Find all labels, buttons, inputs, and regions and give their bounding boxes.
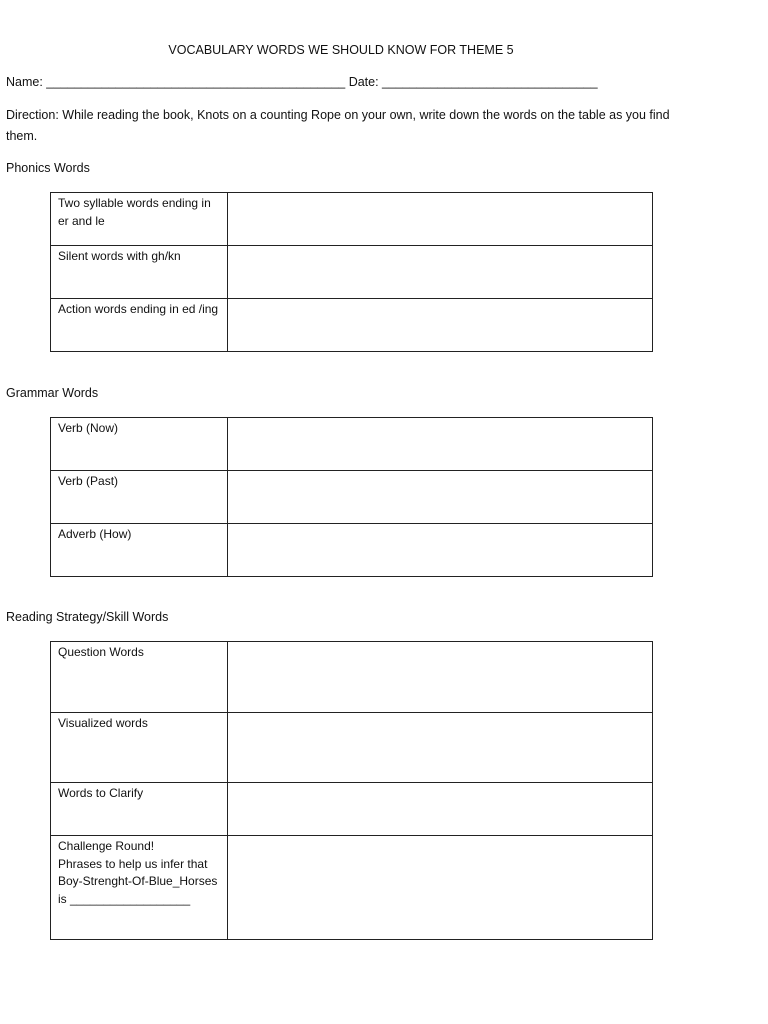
table-row xyxy=(51,418,653,471)
answer-cell xyxy=(228,246,653,299)
table-row xyxy=(51,836,653,940)
row-label: Verb (Past) xyxy=(51,471,228,524)
direction-text: Direction: While reading the book, Knots on a counting Rope on your own, write down the words on the table as you find them. xyxy=(6,108,670,143)
page-title: VOCABULARY WORDS WE SHOULD KNOW FOR THEME 5 xyxy=(168,43,514,57)
answer-cell xyxy=(228,193,653,246)
row-label: Visualized words xyxy=(51,713,228,783)
table-row xyxy=(51,524,653,577)
reading-strategy-table xyxy=(50,641,653,940)
row-label: Question Words xyxy=(51,642,228,713)
section-heading-phonics: Phonics Words xyxy=(6,161,90,175)
row-label: Words to Clarify xyxy=(51,783,228,836)
table-row xyxy=(51,783,653,836)
grammar-table xyxy=(50,417,653,577)
answer-cell xyxy=(228,836,653,940)
table-row xyxy=(51,193,653,246)
table-row xyxy=(51,713,653,783)
table-row xyxy=(51,471,653,524)
answer-cell xyxy=(228,713,653,783)
answer-cell xyxy=(228,299,653,352)
row-label: Two syllable words ending in er and le xyxy=(51,193,228,246)
answer-cell xyxy=(228,524,653,577)
phonics-table xyxy=(50,192,653,352)
row-label: Silent words with gh/kn xyxy=(51,246,228,299)
table-row xyxy=(51,642,653,713)
answer-cell xyxy=(228,471,653,524)
row-label-challenge-round: Challenge Round! Phrases to help us infer that Boy-Strenght-Of-Blue_Horses is __________________ xyxy=(51,836,228,940)
answer-cell xyxy=(228,642,653,713)
row-label: Verb (Now) xyxy=(51,418,228,471)
section-heading-reading-strategy: Reading Strategy/Skill Words xyxy=(6,610,169,624)
answer-cell xyxy=(228,418,653,471)
row-label: Action words ending in ed /ing xyxy=(51,299,228,352)
section-heading-grammar: Grammar Words xyxy=(6,386,99,400)
answer-cell xyxy=(228,783,653,836)
row-label: Adverb (How) xyxy=(51,524,228,577)
table-row xyxy=(51,299,653,352)
name-date-line: Name: ___________________________________________ Date: _______________________________ xyxy=(6,75,598,89)
table-row xyxy=(51,246,653,299)
